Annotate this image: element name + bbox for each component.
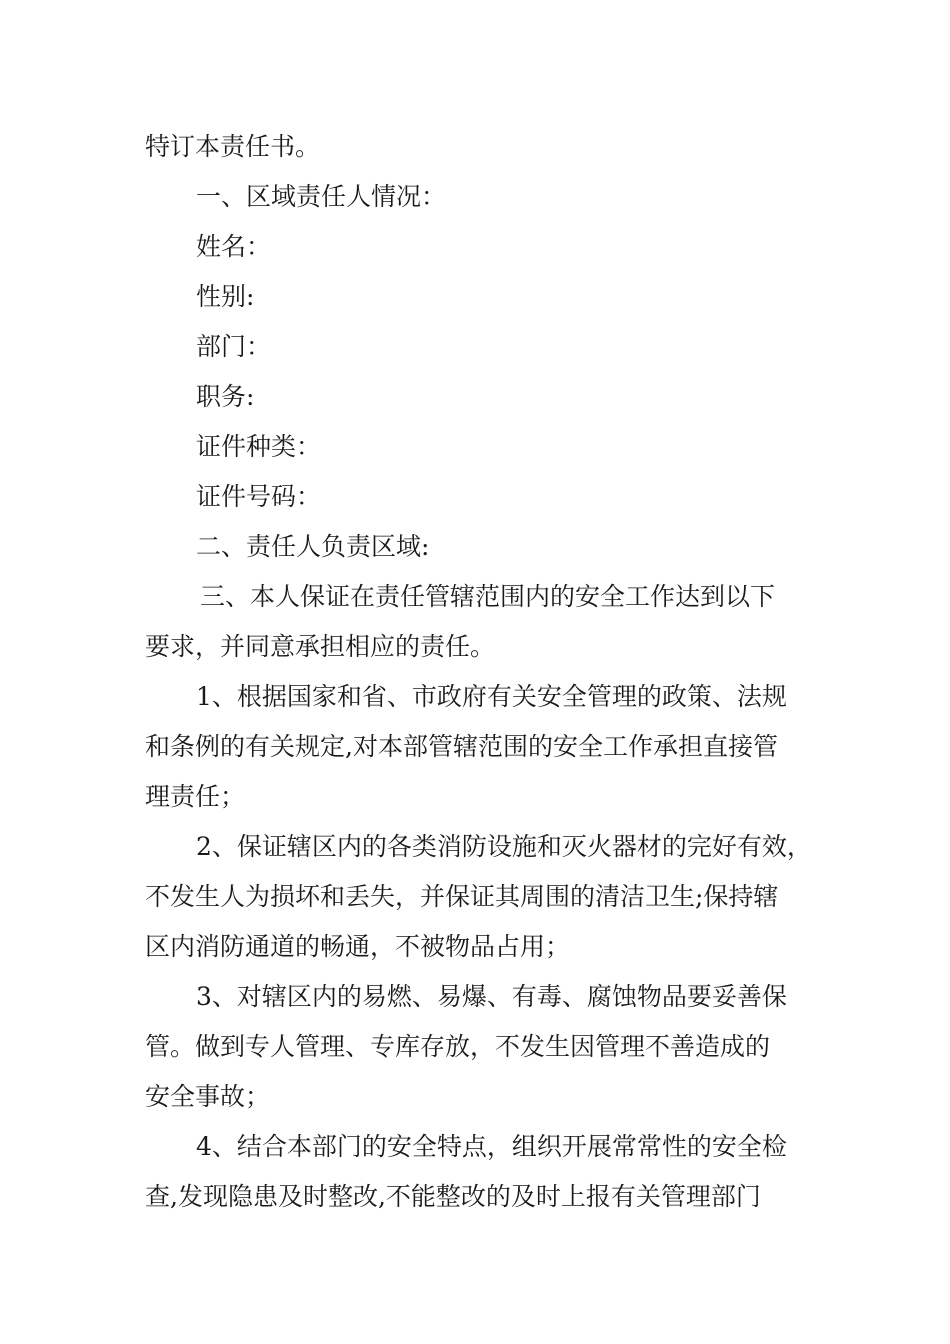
document-body: [145, 122, 825, 1222]
item-2-line: 不发生人为损坏和丢失，并保证其周围的清洁卫生;保持辖: [145, 882, 779, 911]
item-4-line: 查,发现隐患及时整改,不能整改的及时上报有关管理部门: [145, 1182, 761, 1211]
field-department: 部门：: [196, 332, 272, 361]
item-3-line: 3、对辖区内的易燃、易爆、有毒、腐蚀物品要妥善保: [196, 982, 787, 1011]
item-2-line: 区内消防通道的畅通，不被物品占用；: [145, 932, 571, 961]
item-3-line: 安全事故；: [145, 1082, 271, 1111]
paragraph-line: 要求，并同意承担相应的责任。: [145, 632, 496, 661]
field-name: 姓名：: [196, 232, 272, 261]
field-id-number: 证件号码：: [196, 482, 322, 511]
section-heading-1: 一、区域责任人情况：: [196, 182, 447, 211]
field-gender: 性别:: [196, 282, 255, 311]
item-2-line: 2、保证辖区内的各类消防设施和灭火器材的完好有效，: [196, 832, 812, 861]
item-1-line: 和条例的有关规定,对本部管辖范围的安全工作承担直接管: [145, 732, 778, 761]
section-heading-3: 三、本人保证在责任管辖范围内的安全工作达到以下: [200, 582, 776, 611]
closing-line: 特订本责任书。: [145, 132, 321, 161]
item-4-line: 4、结合本部门的安全特点，组织开展常常性的安全检: [196, 1132, 787, 1161]
item-1-line: 1、根据国家和省、市政府有关安全管理的政策、法规: [196, 682, 787, 711]
field-position: 职务:: [196, 382, 255, 411]
item-3-line: 管。做到专人管理、专库存放，不发生因管理不善造成的: [145, 1032, 771, 1061]
field-id-type: 证件种类：: [196, 432, 322, 461]
section-heading-2: 二、责任人负责区域:: [196, 532, 430, 561]
item-1-line: 理责任；: [145, 782, 246, 811]
